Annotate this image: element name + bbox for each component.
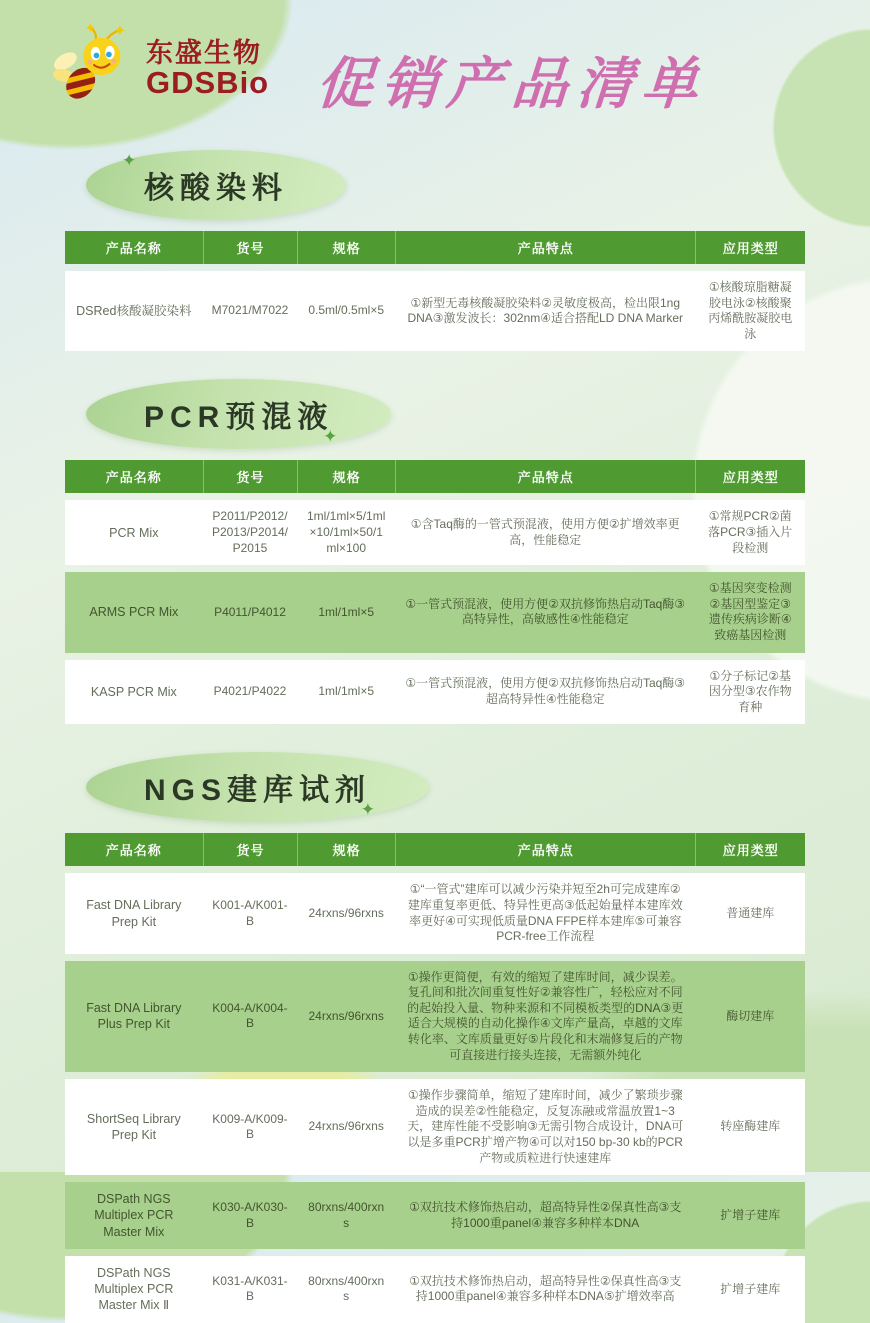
table-row bbox=[65, 500, 805, 565]
bee-mascot-icon bbox=[52, 22, 140, 110]
product-table bbox=[65, 231, 805, 351]
section-title: NGS建库试剂 bbox=[144, 774, 372, 808]
sparkle-icon: ✦ bbox=[323, 427, 338, 447]
table-row bbox=[65, 1256, 805, 1323]
cell-type: 扩增子建库 bbox=[720, 1281, 781, 1296]
column-header: 货号 bbox=[203, 460, 298, 493]
sections-container bbox=[0, 150, 870, 1323]
cell-features: ①双抗技术修饰热启动，超高特异性②保真性高③支持1000重panel④兼容多种样本DNA bbox=[409, 1200, 682, 1230]
cell-code: K001-A/K001-B bbox=[212, 897, 288, 928]
cell-features: ①新型无毒核酸凝胶染料②灵敏度极高，检出限1ng DNA③激发波长：302nm④适合搭配LD DNA Marker bbox=[407, 295, 684, 326]
cell-type: 转座酶建库 bbox=[720, 1119, 781, 1134]
section-title: PCR预混液 bbox=[144, 401, 334, 435]
page-header bbox=[0, 0, 870, 115]
table-body bbox=[65, 873, 805, 1322]
cell-name: DSPath NGS Multiplex PCR Master Mix Ⅱ bbox=[94, 1265, 174, 1313]
column-header: 应用类型 bbox=[695, 231, 805, 264]
product-table bbox=[65, 833, 805, 1322]
column-header: 规格 bbox=[297, 231, 395, 264]
cell-type: 酶切建库 bbox=[726, 1008, 775, 1023]
column-header: 应用类型 bbox=[695, 460, 805, 493]
page-title: 促销产品清单 bbox=[314, 52, 710, 115]
table-body bbox=[65, 271, 805, 351]
cell-type: ①核酸琼脂糖凝胶电泳②核酸聚丙烯酰胺凝胶电泳 bbox=[708, 280, 793, 341]
column-header: 规格 bbox=[297, 460, 395, 493]
table-row bbox=[65, 271, 805, 351]
cell-features: ①操作更简便，有效的缩短了建库时间，减少误差。复孔间和批次间重复性好②兼容性广，轻松应对不同的起始投入量、物种来源和不同模板类型的DNA③更适合大规模的自动化操作④文库产量高，卓越的文库转化率、文库质量更好⑤片段化和末端修复后的产物可直接进行接头连接，无需额外纯化 bbox=[407, 969, 684, 1062]
table-row bbox=[65, 572, 805, 652]
column-header: 产品名称 bbox=[105, 470, 162, 486]
cell-code: M7021/M7022 bbox=[211, 303, 289, 318]
cell-name: PCR Mix bbox=[109, 525, 159, 540]
brand-name-cn: 东盛生物 bbox=[146, 37, 262, 68]
cell-spec: 80rxns/400rxns bbox=[308, 1200, 385, 1230]
cell-code: P4011/P4012 bbox=[214, 604, 286, 619]
column-header: 产品名称 bbox=[105, 843, 162, 859]
column-header: 货号 bbox=[203, 833, 298, 866]
column-header: 应用类型 bbox=[695, 833, 805, 866]
cell-name: ShortSeq Library Prep Kit bbox=[86, 1111, 181, 1143]
section-title-pill bbox=[86, 752, 429, 822]
section-title-pill bbox=[86, 379, 391, 449]
cell-name: DSRed核酸凝胶染料 bbox=[76, 304, 192, 319]
column-header: 货号 bbox=[203, 231, 298, 264]
cell-code: K004-A/K004-B bbox=[212, 1000, 288, 1031]
section-2 bbox=[0, 379, 870, 724]
cell-spec: 80rxns/400rxns bbox=[308, 1273, 385, 1304]
cell-type: ①分子标记②基因分型③农作物育种 bbox=[708, 668, 792, 714]
cell-type: 普通建库 bbox=[726, 905, 775, 920]
cell-spec: 24rxns/96rxns bbox=[308, 1008, 384, 1023]
section-title-pill bbox=[86, 150, 346, 220]
cell-code: K009-A/K009-B bbox=[212, 1111, 288, 1142]
table-header-row bbox=[65, 231, 805, 264]
column-header: 规格 bbox=[297, 833, 395, 866]
cell-name: Fast DNA Library Plus Prep Kit bbox=[86, 1001, 182, 1032]
cell-name: Fast DNA Library Prep Kit bbox=[86, 898, 182, 929]
cell-features: ①“一管式”建库可以减少污染并短至2h可完成建库②建库重复率更低、特异性更高③低起始量样本建库效率更好④可实现低质量DNA FFPE样本建库⑤可兼容PCR-free工作流程 bbox=[407, 882, 683, 944]
sparkle-icon: ✦ bbox=[122, 151, 137, 170]
cell-features: ①一管式预混液，使用方便②双抗修饰热启动Taq酶③高特异性，高敏感性④性能稳定 bbox=[405, 596, 686, 627]
column-header: 产品特点 bbox=[395, 231, 695, 264]
table-header-row bbox=[65, 460, 805, 493]
table-header-row bbox=[65, 833, 805, 866]
cell-name: KASP PCR Mix bbox=[90, 684, 177, 699]
table-row bbox=[65, 660, 805, 725]
cell-spec: 24rxns/96rxns bbox=[308, 1119, 384, 1134]
table-row bbox=[65, 961, 805, 1073]
column-header: 产品特点 bbox=[395, 833, 695, 866]
cell-code: K030-A/K030-B bbox=[212, 1200, 288, 1230]
sparkle-icon: ✦ bbox=[360, 800, 376, 820]
cell-features: ①含Taq酶的一管式预混液，使用方便②扩增效率更高，性能稳定 bbox=[410, 517, 680, 547]
section-1 bbox=[0, 150, 870, 351]
cell-spec: 0.5ml/0.5ml×5 bbox=[308, 303, 385, 318]
cell-features: ①一管式预混液，使用方便②双抗修饰热启动Taq酶③超高特异性④性能稳定 bbox=[405, 676, 686, 706]
product-table bbox=[65, 460, 805, 724]
cell-type: ①常规PCR②菌落PCR③插入片段检测 bbox=[708, 509, 793, 555]
cell-code: K031-A/K031-B bbox=[212, 1273, 288, 1304]
brand-logo bbox=[52, 22, 269, 110]
cell-code: P2011/P2012/P2013/P2014/P2015 bbox=[211, 509, 289, 555]
section-title: 核酸染料 bbox=[144, 172, 288, 205]
cell-spec: 1ml/1ml×5 bbox=[318, 604, 375, 619]
cell-name: ARMS PCR Mix bbox=[89, 605, 179, 620]
brand-name-en: GDSBio bbox=[146, 64, 270, 100]
cell-features: ①双抗技术修饰热启动，超高特异性②保真性高③支持1000重panel④兼容多种样本DNA⑤扩增效率高 bbox=[409, 1273, 682, 1304]
column-header: 产品名称 bbox=[105, 241, 162, 256]
table-row bbox=[65, 1182, 805, 1249]
table-row bbox=[65, 873, 805, 953]
cell-name: DSPath NGS Multiplex PCR Master Mix bbox=[94, 1192, 174, 1239]
cell-code: P4021/P4022 bbox=[213, 684, 287, 699]
cell-type: ①基因突变检测②基因型鉴定③遗传疾病诊断④致癌基因检测 bbox=[708, 581, 792, 642]
table-body bbox=[65, 500, 805, 724]
section-3 bbox=[0, 752, 870, 1322]
cell-spec: 1ml/1ml×5/1ml×10/1ml×50/1ml×100 bbox=[307, 509, 386, 555]
cell-features: ①操作步骤简单，缩短了建库时间，减少了繁琐步骤造成的误差②性能稳定，反复冻融或常温放置1~3天，建库性能不受影响③无需引物合成设计，DNA可以是多重PCR扩增产物④可以对150 bp-30 kb的PCR产物或质粒进行快速建库 bbox=[407, 1088, 684, 1165]
cell-spec: 1ml/1ml×5 bbox=[318, 684, 375, 699]
table-row bbox=[65, 1079, 805, 1175]
cell-spec: 24rxns/96rxns bbox=[308, 905, 384, 920]
column-header: 产品特点 bbox=[395, 460, 695, 493]
cell-type: 扩增子建库 bbox=[720, 1207, 781, 1222]
